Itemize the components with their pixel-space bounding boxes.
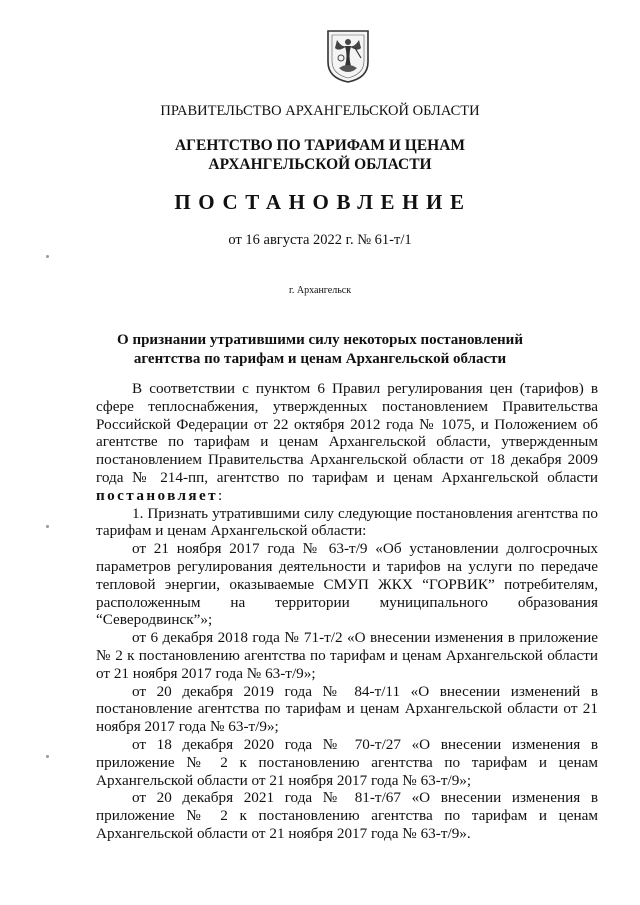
agency-name [0, 136, 640, 174]
agency-name-line1: АГЕНТСТВО ПО ТАРИФАМ И ЦЕНАМ [174, 137, 466, 154]
list-item: от 20 декабря 2019 года № 84-т/11 «О внесении изменений в постановление агентства по тарифам и ценам Архангельской области от 21 ноября 2017 года № 63-т/9»; [96, 682, 598, 736]
document-city: г. Архангельск [288, 285, 352, 296]
document-body [96, 380, 598, 843]
list-item: от 6 декабря 2018 года № 71-т/2 «О внесении изменения в приложение № 2 к постановлению агентства по тарифам и ценам Архангельской области от 21 ноября 2017 года № 63-т/9»; [96, 629, 598, 682]
subject-line2: агентства по тарифам и ценам Архангельской области [133, 351, 507, 367]
coat-of-arms-icon [325, 28, 371, 84]
item-1-paragraph: 1. Признать утратившими силу следующие постановления агентства по тарифам и ценам Архангельской области: [96, 504, 598, 540]
intro-text: В соответствии с пунктом 6 Правил регулирования цен (тарифов) в сфере теплоснабжения, утвержденных постановлением Правительства Российской Федерации от 22 октября 2012 года № 1075, и Положением об агентстве по тарифам и ценам Архангельской области, утвержденным постановлением Правительства Архангельской области от 18 декабря 2009 года № 214-пп, агентство по тарифам и ценам Архангельской области [96, 380, 598, 486]
government-name: ПРАВИТЕЛЬСТВО АРХАНГЕЛЬСКОЙ ОБЛАСТИ [160, 103, 480, 119]
decides-colon: : [218, 486, 223, 504]
subject-line1: О признании утратившими силу некоторых постановлений [117, 332, 523, 348]
document-date-number: от 16 августа 2022 г. № 61-т/1 [228, 232, 412, 248]
decides-word: постановляет [96, 486, 219, 504]
scan-mark [46, 255, 49, 258]
list-item: от 20 декабря 2021 года № 81-т/67 «О внесении изменения в приложение № 2 к постановлению агентства по тарифам и ценам Архангельской области от 21 ноября 2017 года № 63-т/9». [96, 789, 598, 842]
document-type-title: ПОСТАНОВЛЕНИЕ [174, 190, 472, 214]
intro-paragraph [96, 380, 598, 505]
agency-name-line2: АРХАНГЕЛЬСКОЙ ОБЛАСТИ [208, 156, 432, 173]
document-subject [0, 331, 640, 369]
scan-mark [46, 525, 49, 528]
list-item: от 18 декабря 2020 года № 70-т/27 «О внесении изменения в приложение № 2 к постановлению агентства по тарифам и ценам Архангельской области от 21 ноября 2017 года № 63-т/9»; [96, 735, 598, 789]
list-item: от 21 ноября 2017 года № 63-т/9 «Об установлении долгосрочных параметров регулирования деятельности и тарифов на услуги по передаче тепловой энергии, оказываемые СМУП ЖКХ “ГОРВИК” потребителям, расположенным на территории муниципального образования “Северодвинск”»; [96, 540, 598, 629]
scan-mark [46, 755, 49, 758]
